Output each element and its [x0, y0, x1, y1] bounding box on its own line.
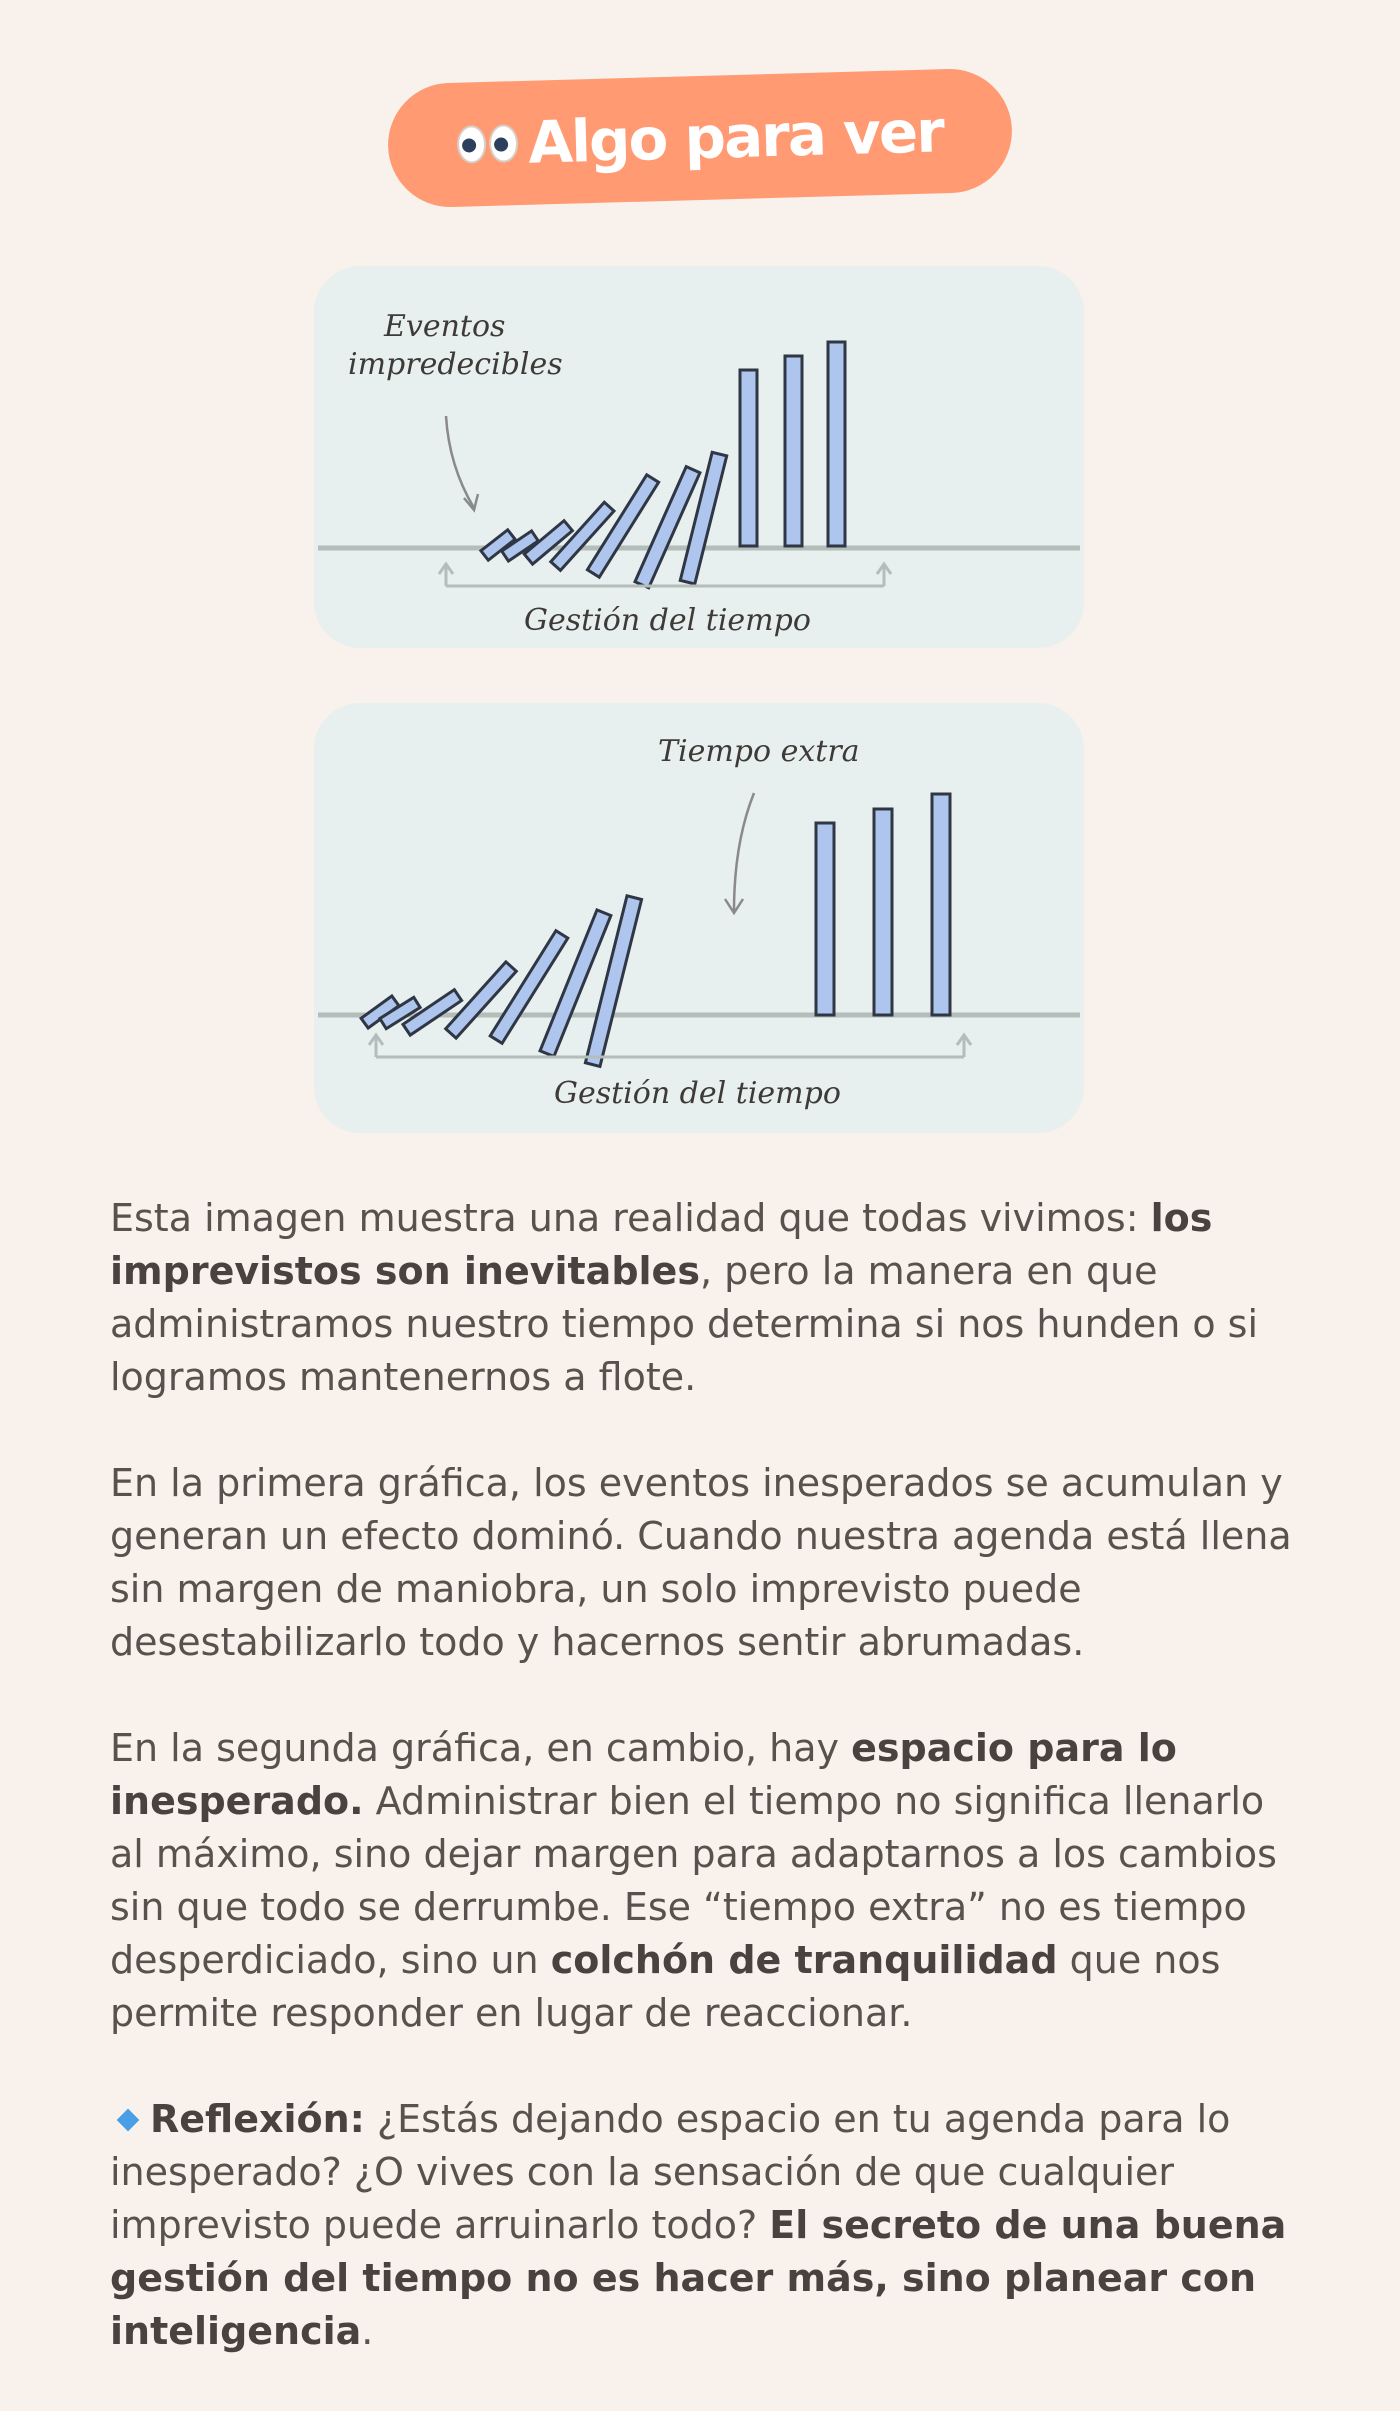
domino-illustration-overloaded: [314, 266, 1084, 648]
paragraph-first-chart: En la primera gráfica, los eventos inesperados se acumulan y generan un efecto dominó. Cuando nuestra agenda está llena sin margen de maniobra, un solo imprevisto puede desestabilizarlo todo y hacernos sentir abrumadas.: [110, 1461, 1292, 1664]
domino-pieces: [361, 794, 950, 1066]
axis-label-gestion: Gestión del tiempo: [524, 603, 811, 638]
axis-bracket: [439, 564, 891, 586]
article-body: [110, 1192, 1300, 2411]
annotation-impredecibles: impredecibles: [348, 347, 563, 382]
domino-drawing-2: [314, 703, 1084, 1133]
axis-bracket: [369, 1035, 971, 1057]
section-title: Algo para ver: [527, 97, 944, 177]
paragraph-second-chart: En la segunda gráfica, en cambio, hay espacio para lo inesperado. Administrar bien el tiempo no significa llenarlo al máximo, sino dejar margen para adaptarnos a los cambios sin que todo se derrumbe. Ese “tiempo extra” no es tiempo desperdiciado, sino un colchón de tranquilidad que nos permite responder en lugar de reaccionar.: [110, 1726, 1277, 2035]
paragraph-reflection: Reflexión: ¿Estás dejando espacio en tu agenda para lo inesperado? ¿O vives con la sensación de que cualquier imprevisto puede arruinarlo todo? El secreto de una buena gestión del tiempo no es hacer más, sino planear con inteligencia.: [110, 2097, 1287, 2353]
blue-diamond-icon: [117, 2108, 140, 2131]
annotation-tiempo-extra: Tiempo extra: [658, 734, 860, 769]
eyes-icon: [457, 124, 519, 164]
domino-drawing-1: [314, 266, 1084, 648]
axis-label-gestion: Gestión del tiempo: [554, 1076, 841, 1111]
annotation-arrow: [446, 416, 474, 508]
annotation-arrow: [734, 793, 754, 911]
paragraph-intro: Esta imagen muestra una realidad que todas vivimos: los imprevistos son inevitables, pero la manera en que administramos nuestro tiempo determina si nos hunden o si logramos mantenernos a flote.: [110, 1196, 1259, 1399]
domino-illustration-with-buffer: [314, 703, 1084, 1133]
section-header-badge: [386, 67, 1013, 208]
annotation-eventos: Eventos: [384, 309, 506, 344]
